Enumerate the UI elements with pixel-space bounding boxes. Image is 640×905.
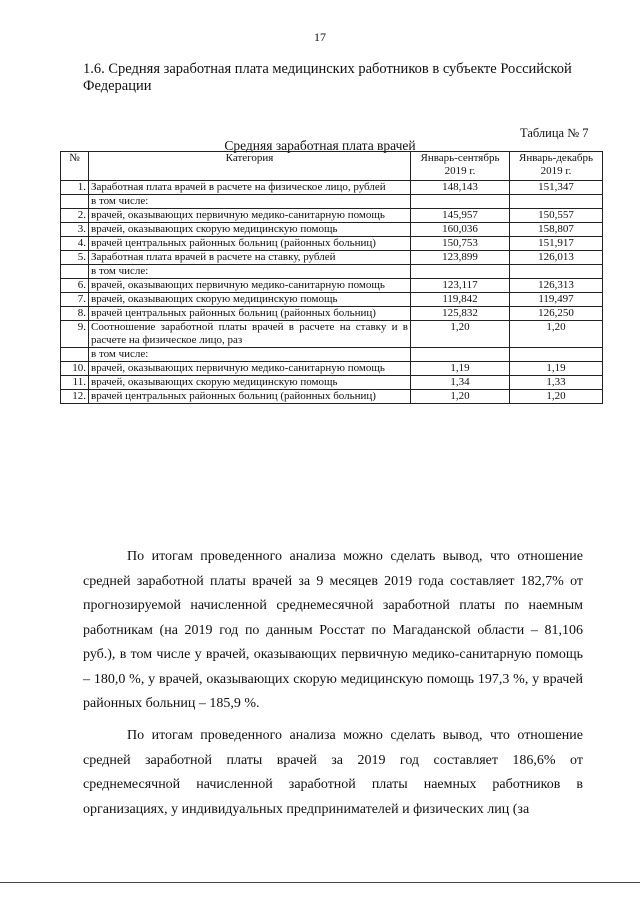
row-jan-sep-value: 148,143	[411, 181, 510, 195]
page-bottom-divider	[0, 882, 640, 883]
row-jan-sep-value	[411, 195, 510, 209]
row-jan-sep-value: 123,899	[411, 251, 510, 265]
table-row	[61, 376, 603, 390]
row-number	[61, 195, 89, 209]
row-number	[61, 348, 89, 362]
table-row	[61, 362, 603, 376]
row-number: 3.	[61, 223, 89, 237]
row-category: врачей центральных районных больниц (районных больниц)	[89, 390, 411, 404]
row-number: 9.	[61, 321, 89, 348]
row-jan-sep-value: 1,20	[411, 390, 510, 404]
section-heading: 1.6. Средняя заработная плата медицинских работников в субъекте Российской Федерации	[83, 61, 572, 94]
table-row	[61, 279, 603, 293]
table-row	[61, 209, 603, 223]
row-jan-dec-value	[510, 265, 603, 279]
row-number: 10.	[61, 362, 89, 376]
header-jan-dec: Январь-декабрь 2019 г.	[510, 152, 603, 181]
row-jan-dec-value: 151,347	[510, 181, 603, 195]
row-jan-dec-value: 1,20	[510, 321, 603, 348]
row-number: 8.	[61, 307, 89, 321]
row-category: врачей, оказывающих скорую медицинскую помощь	[89, 293, 411, 307]
table-label: Таблица № 7	[520, 126, 589, 140]
row-jan-dec-value: 150,557	[510, 209, 603, 223]
table-row	[61, 195, 603, 209]
row-category: в том числе:	[89, 265, 411, 279]
row-jan-sep-value: 160,036	[411, 223, 510, 237]
table-row	[61, 223, 603, 237]
row-jan-sep-value	[411, 348, 510, 362]
header-category: Категория	[89, 152, 411, 181]
row-number: 11.	[61, 376, 89, 390]
row-jan-sep-value: 123,117	[411, 279, 510, 293]
row-jan-dec-value: 1,19	[510, 362, 603, 376]
row-number: 4.	[61, 237, 89, 251]
analysis-paragraph-9-months: По итогам проведенного анализа можно сделать вывод, что отношение средней заработной платы врачей за 9 месяцев 2019 года составляет 182,7% от прогнозируемой начисленной среднемесячной заработной платы по наемным работникам (на 2019 год по данным Росстат по Магаданской области – 81,106 руб.), в том числе у врачей, оказывающих первичную медико-санитарную помощь – 180,0 %, у врачей, оказывающих скорую медицинскую помощь 197,3 %, у врачей районных больниц – 185,9 %.	[83, 549, 583, 711]
row-category: Заработная плата врачей в расчете на ставку, рублей	[89, 251, 411, 265]
row-jan-sep-value: 125,832	[411, 307, 510, 321]
row-jan-dec-value: 1,20	[510, 390, 603, 404]
table-row	[61, 321, 603, 348]
row-category: Заработная плата врачей в расчете на физическое лицо, рублей	[89, 181, 411, 195]
row-jan-dec-value: 1,33	[510, 376, 603, 390]
row-category: в том числе:	[89, 348, 411, 362]
table-title: Средняя заработная плата врачей	[224, 138, 416, 153]
row-jan-sep-value: 1,19	[411, 362, 510, 376]
row-category: врачей, оказывающих скорую медицинскую помощь	[89, 376, 411, 390]
row-category: врачей, оказывающих скорую медицинскую помощь	[89, 223, 411, 237]
table-row	[61, 307, 603, 321]
row-number: 2.	[61, 209, 89, 223]
header-number: №	[61, 152, 89, 181]
row-category: врачей центральных районных больниц (районных больниц)	[89, 307, 411, 321]
row-category: в том числе:	[89, 195, 411, 209]
header-jan-sep: Январь-сентябрь 2019 г.	[411, 152, 510, 181]
row-number: 1.	[61, 181, 89, 195]
analysis-paragraph-annual: По итогам проведенного анализа можно сделать вывод, что отношение средней заработной платы врачей за 2019 год составляет 186,6% от среднемесячной начисленной заработной платы наемных работников в организациях, у индивидуальных предпринимателей и физических лиц (за	[83, 728, 583, 817]
row-jan-dec-value	[510, 348, 603, 362]
row-category: врачей центральных районных больниц (районных больниц)	[89, 237, 411, 251]
row-jan-sep-value: 1,34	[411, 376, 510, 390]
row-jan-dec-value: 126,013	[510, 251, 603, 265]
row-category: врачей, оказывающих первичную медико-санитарную помощь	[89, 362, 411, 376]
table-row	[61, 293, 603, 307]
row-jan-dec-value: 151,917	[510, 237, 603, 251]
page-number: 17	[314, 30, 326, 44]
table-row	[61, 237, 603, 251]
table-row	[61, 348, 603, 362]
row-category: врачей, оказывающих первичную медико-санитарную помощь	[89, 209, 411, 223]
table-row	[61, 251, 603, 265]
row-jan-sep-value: 1,20	[411, 321, 510, 348]
table-row	[61, 265, 603, 279]
row-jan-dec-value	[510, 195, 603, 209]
row-number: 7.	[61, 293, 89, 307]
row-jan-sep-value	[411, 265, 510, 279]
row-number: 5.	[61, 251, 89, 265]
row-number: 12.	[61, 390, 89, 404]
row-jan-sep-value: 150,753	[411, 237, 510, 251]
row-jan-dec-value: 126,313	[510, 279, 603, 293]
row-number	[61, 265, 89, 279]
salary-table	[60, 151, 603, 404]
row-jan-sep-value: 145,957	[411, 209, 510, 223]
row-jan-dec-value: 119,497	[510, 293, 603, 307]
table-row	[61, 390, 603, 404]
row-jan-sep-value: 119,842	[411, 293, 510, 307]
row-jan-dec-value: 126,250	[510, 307, 603, 321]
row-category: Соотношение заработной платы врачей в расчете на ставку и в расчете на физическое лицо, раз	[89, 321, 411, 348]
table-header-row	[61, 152, 603, 181]
row-category: врачей, оказывающих первичную медико-санитарную помощь	[89, 279, 411, 293]
table-row	[61, 181, 603, 195]
row-jan-dec-value: 158,807	[510, 223, 603, 237]
row-number: 6.	[61, 279, 89, 293]
